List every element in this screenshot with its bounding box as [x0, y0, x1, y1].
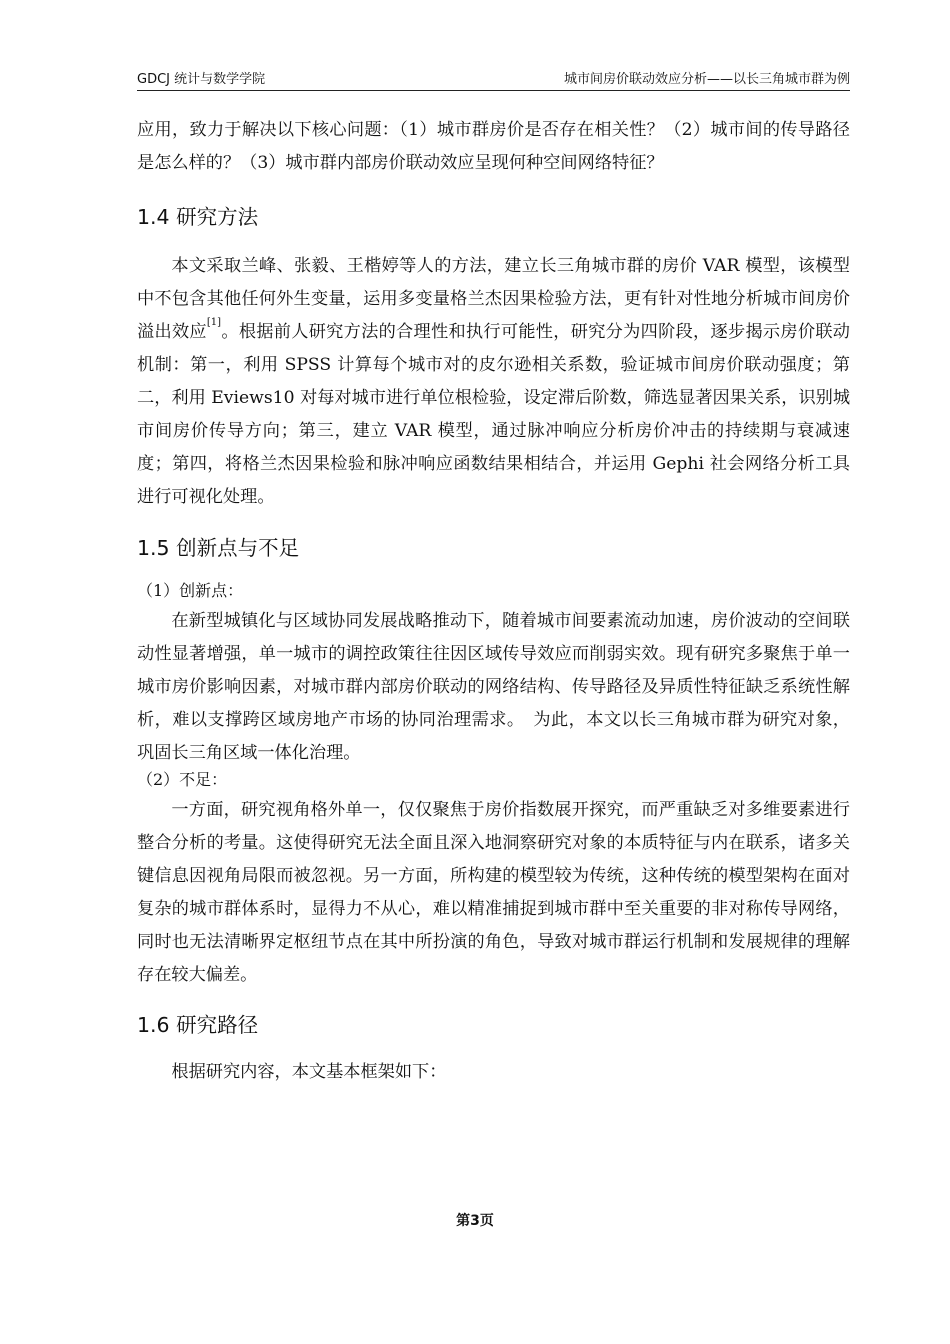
page-header — [137, 66, 850, 88]
header-divider — [137, 90, 850, 91]
innovation-label: （1）创新点： — [137, 581, 244, 600]
header-school: GDCJ 统计与数学学院 — [137, 72, 266, 87]
page-body — [137, 114, 850, 1089]
methods-text-b: 。根据前人研究方法的合理性和执行可能性，研究分为四阶段，逐步揭示房价联动机制：第一，利用 SPSS 计算每个城市对的皮尔逊相关系数，验证城市间房价联动强度；第二，利用 Eviews10 对每对城市进行单位根检验，设定滞后阶数，筛选显著因果关系，识别城市间房价传导方向；第三，建立 VAR 模型，通过脉冲响应分析房价冲击的持续期与衰减速度；第四，将格兰杰因果检验和脉冲响应函数结果相结合，并运用 Gephi 社会网络分析工具进行可视化处理。 — [137, 322, 851, 507]
citation-ref: [1] — [206, 317, 222, 328]
intro-paragraph: 应用，致力于解决以下核心问题：（1）城市群房价是否存在相关性？（2）城市间的传导路径是怎么样的？（3）城市群内部房价联动效应呈现何种空间网络特征？ — [137, 120, 850, 173]
limitation-label: （2）不足： — [137, 770, 228, 789]
framework-paragraph: 根据研究内容，本文基本框架如下： — [171, 1062, 447, 1082]
section-heading-1-6: 1.6 研究路径 — [137, 1013, 259, 1037]
page-number: 第3页 — [456, 1213, 494, 1229]
methods-paragraph — [137, 250, 850, 514]
innovation-paragraph: 在新型城镇化与区域协同发展战略推动下，随着城市间要素流动加速，房价波动的空间联动性显著增强，单一城市的调控政策往往因区域传导效应而削弱实效。现有研究多聚焦于单一城市房价影响因素，对城市群内部房价联动的网络结构、传导路径及异质性特征缺乏系统性解析，难以支撑跨区域房地产市场的协同治理需求。 为此，本文以长三角城市群为研究对象，巩固长三角区域一体化治理。 — [137, 611, 850, 763]
methods-text-a: 本文采取兰峰、张毅、王楷婷等人的方法，建立长三角城市群的房价 VAR 模型，该模型中不包含其他任何外生变量，运用多变量格兰杰因果检验方法，更有针对性地分析城市间房价溢出效应 — [137, 256, 850, 342]
limitation-paragraph: 一方面，研究视角格外单一，仅仅聚焦于房价指数展开探究，而严重缺乏对多维要素进行整合分析的考量。这使得研究无法全面且深入地洞察研究对象的本质特征与内在联系，诸多关键信息因视角局限而被忽视。另一方面，所构建的模型较为传统，这种传统的模型架构在面对复杂的城市群体系时，显得力不从心，难以精准捕捉到城市群中至关重要的非对称传导网络，同时也无法清晰界定枢纽节点在其中所扮演的角色，导致对城市群运行机制和发展规律的理解存在较大偏差。 — [137, 800, 850, 985]
header-title: 城市间房价联动效应分析——以长三角城市群为例 — [563, 72, 850, 87]
section-heading-1-5: 1.5 创新点与不足 — [137, 536, 300, 560]
section-heading-1-4: 1.4 研究方法 — [137, 205, 259, 229]
